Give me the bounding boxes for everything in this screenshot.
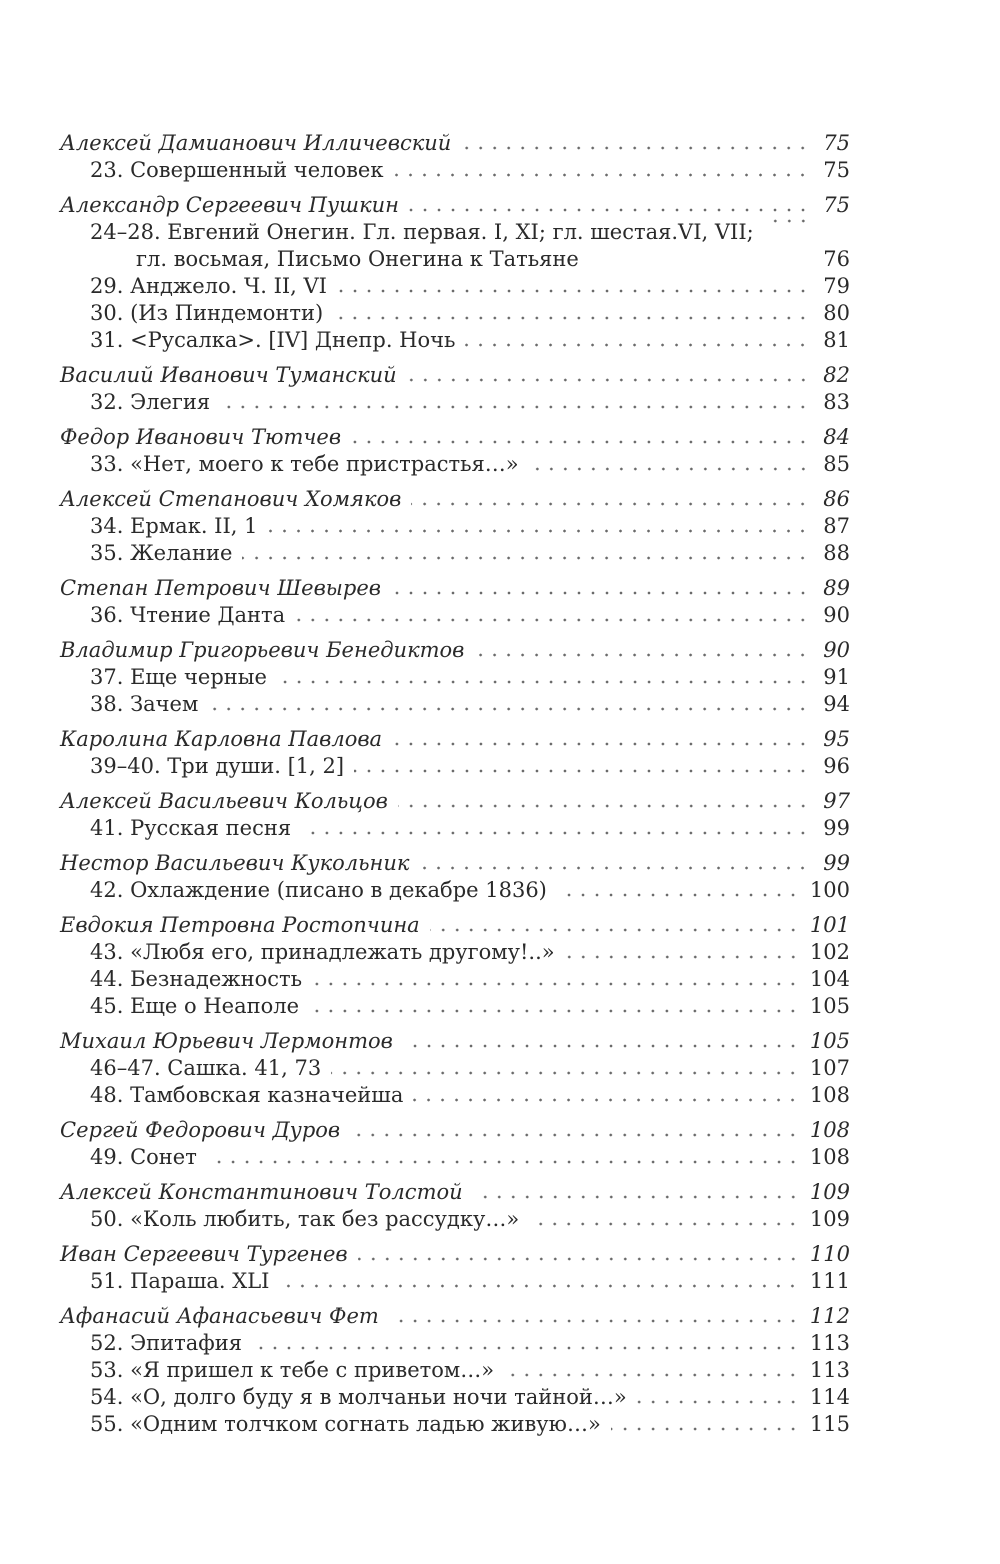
dot-leader <box>465 343 810 347</box>
poem-title: 53. «Я пришел к тебе с приветом…» <box>90 1358 495 1382</box>
toc-poem-entry <box>60 1384 850 1411</box>
toc-poem-entry <box>60 451 850 478</box>
toc-poem-entry <box>60 1082 850 1109</box>
dot-leader <box>419 866 810 870</box>
author-name: Афанасий Афанасьевич Фет <box>60 1304 379 1328</box>
toc-author-entry <box>60 726 850 753</box>
page-number: 108 <box>809 1118 850 1142</box>
page-number: 99 <box>823 816 850 840</box>
dot-leader <box>413 1098 800 1102</box>
page-number: 82 <box>823 363 850 387</box>
poem-title: 52. Эпитафия <box>90 1331 242 1355</box>
page-number: 105 <box>809 994 850 1018</box>
page-number: 81 <box>823 328 850 352</box>
toc-author-entry <box>60 1117 850 1144</box>
poem-title: 35. Желание <box>90 541 233 565</box>
page-number: 111 <box>809 1269 850 1293</box>
author-name: Михаил Юрьевич Лермонтов <box>60 1029 393 1053</box>
toc-poem-entry <box>60 966 850 993</box>
poem-title: 42. Охлаждение (писано в декабре 1836) <box>90 878 547 902</box>
table-of-contents <box>60 130 850 1438</box>
dot-leader <box>430 928 800 932</box>
poem-title: 45. Еще о Неаполе <box>90 994 300 1018</box>
page-number: 86 <box>823 487 850 511</box>
dot-leader <box>474 653 810 657</box>
dot-leader <box>295 618 810 622</box>
dot-leader <box>309 1009 800 1013</box>
author-name: Федор Иванович Тютчев <box>60 425 342 449</box>
toc-author-entry <box>60 788 850 815</box>
dot-leader <box>208 707 810 711</box>
dot-leader <box>331 1071 800 1075</box>
dot-leader <box>312 982 800 986</box>
poem-title: 30. (Из Пиндемонти) <box>90 301 324 325</box>
page-number: 99 <box>823 851 850 875</box>
author-name: Алексей Константинович Толстой <box>60 1180 463 1204</box>
page-number: 90 <box>823 638 850 662</box>
page-number: 112 <box>809 1304 850 1328</box>
toc-author-entry <box>60 1241 850 1268</box>
page-number: 85 <box>823 452 850 476</box>
dot-leader <box>351 440 810 444</box>
toc-poem-entry <box>60 273 850 300</box>
author-name: Нестор Васильевич Кукольник <box>60 851 410 875</box>
author-name: Каролина Карловна Павлова <box>60 727 383 751</box>
page-number: 100 <box>809 878 850 902</box>
dot-leader <box>358 1257 800 1261</box>
toc-author-entry <box>60 130 850 157</box>
dot-leader <box>277 680 810 684</box>
poem-title: 29. Анджело. Ч. II, VI <box>90 274 327 298</box>
toc-author-entry <box>60 575 850 602</box>
page-number: 108 <box>809 1145 850 1169</box>
page-number: 87 <box>823 514 850 538</box>
toc-poem-entry <box>60 1357 850 1384</box>
page-number: 96 <box>823 754 850 778</box>
dot-leader <box>279 1284 799 1288</box>
dot-leader <box>393 173 810 177</box>
toc-poem-entry <box>60 993 850 1020</box>
page-number: 113 <box>809 1331 850 1355</box>
poem-title: 41. Русская песня <box>90 816 292 840</box>
page-number: 79 <box>823 274 850 298</box>
toc-poem-entry <box>60 327 850 354</box>
poem-title-continuation: гл. восьмая, Письмо Онегина к Татьяне <box>136 247 579 271</box>
toc-poem-entry <box>60 877 850 904</box>
toc-poem-entry <box>60 691 850 718</box>
author-name: Василий Иванович Туманский <box>60 363 397 387</box>
poem-title: 49. Сонет <box>90 1145 197 1169</box>
toc-author-entry <box>60 637 850 664</box>
toc-poem-entry <box>60 219 850 273</box>
dot-leader <box>529 1222 800 1226</box>
poem-title: 39–40. Три души. [1, 2] <box>90 754 345 778</box>
poem-title: 38. Зачем <box>90 692 199 716</box>
page-number: 90 <box>823 603 850 627</box>
toc-author-entry <box>60 192 850 219</box>
poem-title: 33. «Нет, моего к тебе пристрастья…» <box>90 452 519 476</box>
dot-leader <box>354 769 810 773</box>
toc-author-entry <box>60 486 850 513</box>
page-number: 97 <box>823 789 850 813</box>
toc-author-entry <box>60 424 850 451</box>
dot-leader <box>504 1373 800 1377</box>
page-number: 75 <box>823 158 850 182</box>
dot-leader <box>389 1319 800 1323</box>
poem-title: 55. «Одним толчком согнать ладью живую…» <box>90 1412 601 1436</box>
dot-leader <box>242 556 810 560</box>
dot-leader <box>565 955 800 959</box>
poem-title: 23. Совершенный человек <box>90 158 384 182</box>
author-name: Алексей Васильевич Кольцов <box>60 789 388 813</box>
dot-leader <box>403 1044 800 1048</box>
page-number: 84 <box>823 425 850 449</box>
dot-leader <box>301 831 810 835</box>
poem-title <box>90 219 754 273</box>
toc-poem-entry <box>60 1144 850 1171</box>
dot-leader <box>411 502 810 506</box>
toc-author-entry <box>60 362 850 389</box>
page-number: 108 <box>809 1083 850 1107</box>
toc-author-entry <box>60 850 850 877</box>
page-number: 88 <box>823 541 850 565</box>
page-number: 104 <box>809 967 850 991</box>
author-name: Алексей Степанович Хомяков <box>60 487 402 511</box>
dot-leader <box>473 1195 800 1199</box>
poem-title: 36. Чтение Данта <box>90 603 286 627</box>
page-number: 107 <box>809 1056 850 1080</box>
dot-leader <box>392 742 810 746</box>
page-number: 75 <box>823 193 850 217</box>
poem-title: 46–47. Сашка. 41, 73 <box>90 1056 322 1080</box>
dot-leader <box>398 804 810 808</box>
dot-leader <box>337 289 810 293</box>
toc-poem-entry <box>60 602 850 629</box>
page-number: 83 <box>823 390 850 414</box>
toc-author-entry <box>60 912 850 939</box>
author-name: Степан Петрович Шевырев <box>60 576 381 600</box>
page-number: 91 <box>823 665 850 689</box>
toc-poem-entry <box>60 664 850 691</box>
toc-poem-entry <box>60 815 850 842</box>
dot-leader <box>252 1346 800 1350</box>
poem-title: 54. «О, долго буду я в молчаньи ночи тайной…» <box>90 1385 627 1409</box>
poem-title: 44. Безнадежность <box>90 967 303 991</box>
dot-leader <box>557 893 800 897</box>
toc-poem-entry <box>60 1330 850 1357</box>
poem-title: 48. Тамбовская казначейша <box>90 1083 404 1107</box>
poem-title: 34. Ермак. II, 1 <box>90 514 258 538</box>
author-name: Иван Сергеевич Тургенев <box>60 1242 348 1266</box>
toc-poem-entry <box>60 513 850 540</box>
page-number: 115 <box>809 1412 850 1436</box>
author-name: Евдокия Петровна Ростопчина <box>60 913 420 937</box>
toc-poem-entry <box>60 753 850 780</box>
dot-leader <box>350 1133 800 1137</box>
poem-title-line: 24–28. Евгений Онегин. Гл. первая. I, XI; гл. шестая.VI, VII; <box>90 220 754 244</box>
dot-leader <box>409 208 810 212</box>
poem-title: 32. Элегия <box>90 390 211 414</box>
page-number: 76 <box>823 247 850 271</box>
toc-poem-entry <box>60 1055 850 1082</box>
toc-author-entry <box>60 1028 850 1055</box>
toc-poem-entry <box>60 389 850 416</box>
page-number: 113 <box>809 1358 850 1382</box>
dot-leader <box>391 591 810 595</box>
author-name: Алексей Дамианович Илличевский <box>60 131 452 155</box>
poem-title: 43. «Любя его, принадлежать другому!..» <box>90 940 555 964</box>
poem-title: 50. «Коль любить, так без рассудку…» <box>90 1207 520 1231</box>
page-number: 114 <box>809 1385 850 1409</box>
page-number: 75 <box>823 131 850 155</box>
page-number: 102 <box>809 940 850 964</box>
dot-leader <box>764 219 810 223</box>
toc-poem-entry <box>60 540 850 567</box>
dot-leader <box>267 529 810 533</box>
dot-leader <box>611 1427 800 1431</box>
page-number: 95 <box>823 727 850 751</box>
page-number: 105 <box>809 1029 850 1053</box>
dot-leader <box>220 405 810 409</box>
toc-poem-entry <box>60 1411 850 1438</box>
dot-leader <box>407 378 810 382</box>
toc-poem-entry <box>60 300 850 327</box>
dot-leader <box>529 467 810 471</box>
dot-leader <box>207 1160 800 1164</box>
page-number: 94 <box>823 692 850 716</box>
toc-author-entry <box>60 1179 850 1206</box>
toc-poem-entry <box>60 939 850 966</box>
poem-title: 51. Параша. XLI <box>90 1269 270 1293</box>
author-name: Владимир Григорьевич Бенедиктов <box>60 638 465 662</box>
page-number: 80 <box>823 301 850 325</box>
toc-poem-entry <box>60 157 850 184</box>
page-number: 110 <box>809 1242 850 1266</box>
poem-title: 31. <Русалка>. [IV] Днепр. Ночь <box>90 328 456 352</box>
dot-leader <box>461 146 810 150</box>
page-number: 109 <box>809 1180 850 1204</box>
toc-author-entry <box>60 1303 850 1330</box>
author-name: Сергей Федорович Дуров <box>60 1118 341 1142</box>
author-name: Александр Сергеевич Пушкин <box>60 193 399 217</box>
dot-leader <box>333 316 810 320</box>
page-number: 101 <box>809 913 850 937</box>
toc-poem-entry <box>60 1268 850 1295</box>
toc-poem-entry <box>60 1206 850 1233</box>
dot-leader <box>637 1400 800 1404</box>
poem-title: 37. Еще черные <box>90 665 267 689</box>
page-number: 109 <box>809 1207 850 1231</box>
page-number: 89 <box>823 576 850 600</box>
